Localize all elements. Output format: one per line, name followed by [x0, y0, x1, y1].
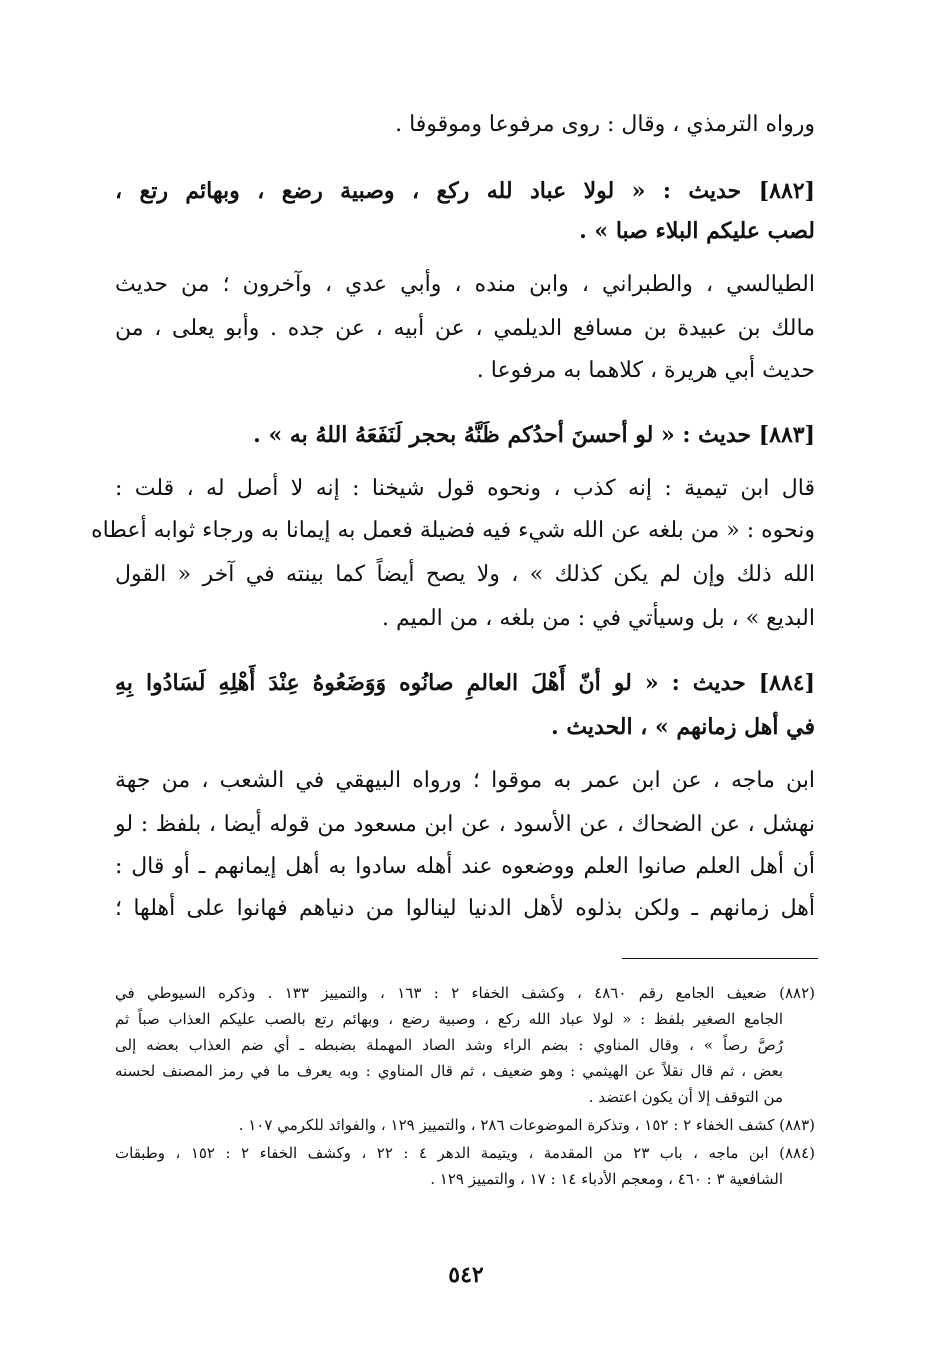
footnote-line: بعض ، ثم قال نقلاً عن الهيثمي : وهو ضعيف ، ثم قال المناوي : وبه يعرف ما في رمز المصنف لحسنه [115, 1062, 783, 1080]
page-number: ٥٤٢ [448, 1262, 484, 1288]
footnote-882: (٨٨٢) ضعيف الجامع رقم ٤٨٦٠ ، وكشف الخفاء ٢ : ١٦٣ ، والتمييز ١٣٣ . وذكره السيوطي في [115, 984, 816, 1002]
text-line: نهشل ، عن الضحاك ، عن الأسود ، عن ابن مسعود من قوله أيضا ، بلفظ : لو [115, 812, 815, 837]
hadith-882-heading-cont: لصب عليكم البلاء صبا » . [579, 218, 815, 244]
hadith-884-heading: [٨٨٤] حديث : « لو أنّ أَهْلَ العالمِ صانُوه وَوَضَعُوهُ عِنْدَ أَهْلِهِ لَسَادُوا بِهِ [115, 670, 815, 696]
footnote-line: من التوقف إلا أن يكون اعتضد . [588, 1088, 783, 1106]
hadith-882-heading: [٨٨٢] حديث : « لولا عباد لله ركع ، وصبية رضع ، وبهائم رتع ، [115, 178, 815, 204]
text-line: ونحوه : « من بلغه عن الله شيء فيه فضيلة فعمل به إيمانا به ورجاء ثوابه أعطاه [91, 518, 815, 543]
footnote-884: (٨٨٤) ابن ماجه ، باب ٢٣ من المقدمة ، ويتيمة الدهر ٤ : ٢٢ ، وكشف الخفاء ٢ : ١٥٢ ، وطبقات [115, 1144, 815, 1162]
text-line: ابن ماجه ، عن ابن عمر به موقوا ؛ ورواه البيهقي في الشعب ، من جهة [115, 768, 815, 793]
footnote-line: الجامع الصغير بلفظ : « لولا عباد الله ركع ، وصبية رضع ، وبهائم رتع بالصب عليكم العذاب صباً ثم [115, 1010, 783, 1028]
footnote-line: الشافعية ٣ : ٤٦٠ ، ومعجم الأدباء ١٤ : ١٧ ، والتمييز ١٢٩ . [430, 1170, 783, 1188]
text-line: حديث أبي هريرة ، كلاهما به مرفوعا . [476, 358, 815, 383]
text-line: ورواه الترمذي ، وقال : روى مرفوعا وموقوفا . [395, 112, 815, 137]
footnote-line: رُصَّ رصاً » ، وقال المناوي : بضم الراء وشد الصاد المهملة بضبطه ـ أي ضم العذاب بعضه إلى [115, 1036, 783, 1054]
text-line: الطيالسي ، والطبراني ، وابن منده ، وأبي عدي ، وآخرون ؛ من حديث [115, 272, 815, 297]
text-line: قال ابن تيمية : إنه كذب ، ونحوه قول شيخنا : إنه لا أصل له ، قلت : [115, 476, 815, 501]
text-line: مالك بن عبيدة بن مسافع الديلمي ، عن أبيه ، عن جده . وأبو يعلى ، من [115, 316, 815, 341]
text-line: أن أهل العلم صانوا العلم ووضعوه عند أهله سادوا به أهل إيمانهم ـ أو قال : [115, 854, 815, 879]
text-line: الله ذلك وإن لم يكن كذلك » ، ولا يصح أيضاً كما بينته في آخر « القول [115, 562, 815, 587]
hadith-883-heading: [٨٨٣] حديث : « لو أحسنَ أحدُكم ظَنَّهُ بحجر لَنَفَعَهُ اللهُ به » . [253, 422, 815, 448]
text-line: أهل زمانهم ـ ولكن بذلوه لأهل الدنيا لينالوا من دنياهم فهانوا على أهلها ؛ [115, 896, 815, 921]
hadith-884-heading-cont: في أهل زمانهم » ، الحديث . [551, 714, 815, 740]
text-line: البديع » ، بل وسيأتي في : من بلغه ، من الميم . [381, 606, 815, 631]
footnote-separator [622, 958, 818, 959]
footnote-883: (٨٨٣) كشف الخفاء ٢ : ١٥٢ ، وتذكرة الموضوعات ٢٨٦ ، والتمييز ١٢٩ ، والفوائد للكرمي ١٠٧ . [238, 1116, 815, 1134]
